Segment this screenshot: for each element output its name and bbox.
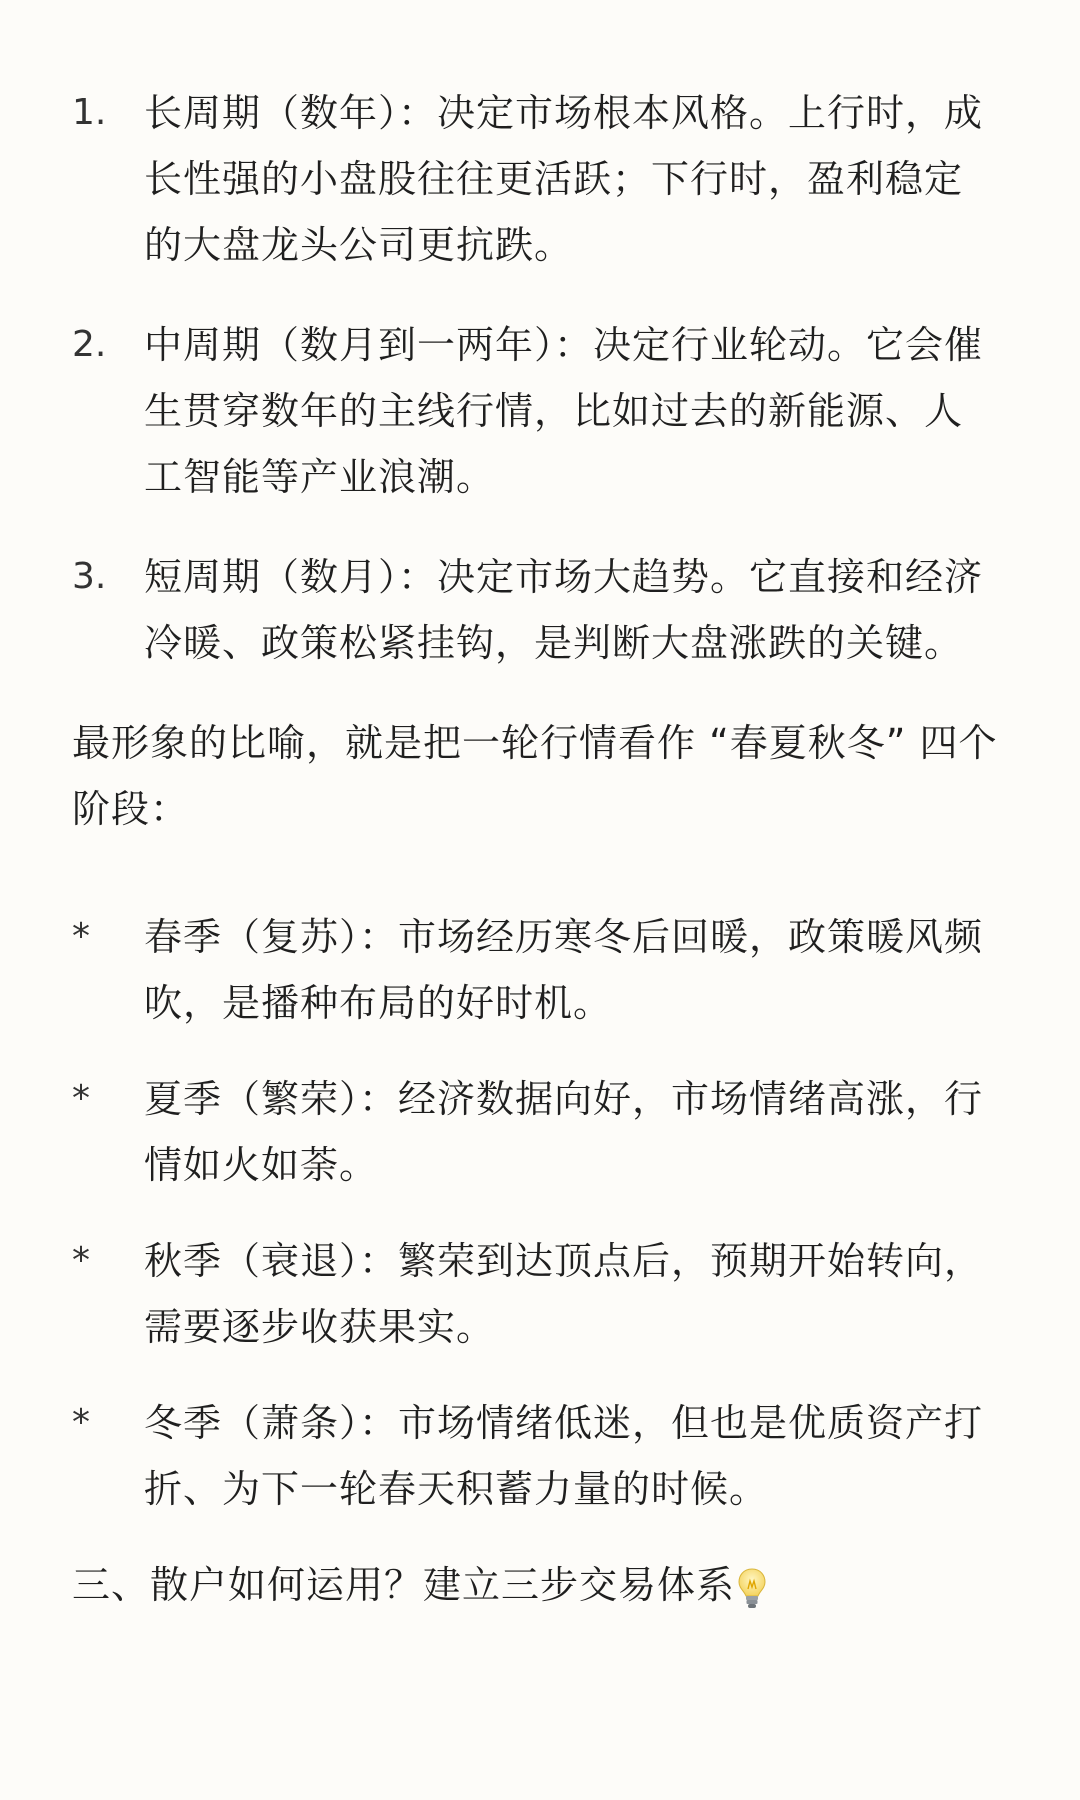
list-item [72,544,1000,676]
list-item-text: 夏季（繁荣）：经济数据向好，市场情绪高涨，行情如火如荼。 [144,1077,984,1187]
list-item [72,904,1000,1036]
section-heading-text: 三、散户如何运用？建立三步交易体系 [72,1563,736,1607]
bullet-marker: * [72,1078,90,1119]
bullet-marker: * [72,916,90,957]
intro-paragraph: 最形象的比喻，就是把一轮行情看作 “春夏秋冬” 四个阶段： [72,721,998,831]
bullet-marker: * [72,1240,90,1281]
section-heading [72,1552,1000,1618]
list-item-text: 中周期（数月到一两年）：决定行业轮动。它会催生贯穿数年的主线行情，比如过去的新能源、人工智能等产业浪潮。 [144,323,984,499]
list-item-text: 春季（复苏）：市场经历寒冬后回暖，政策暖风频吹，是播种布局的好时机。 [144,915,984,1025]
list-item [72,80,1000,278]
list-marker: 1. [72,92,107,133]
list-item [72,1228,1000,1360]
list-item-text: 短周期（数月）：决定市场大趋势。它直接和经济冷暖、政策松紧挂钩，是判断大盘涨跌的关键。 [144,555,984,665]
season-bullet-list [72,904,1000,1522]
lightbulb-icon [737,1567,767,1611]
list-item [72,312,1000,510]
list-item [72,1390,1000,1522]
list-item-text: 长周期（数年）：决定市场根本风格。上行时，成长性强的小盘股往往更活跃；下行时，盈利稳定的大盘龙头公司更抗跌。 [144,91,984,267]
list-marker: 2. [72,324,107,365]
bullet-marker: * [72,1402,90,1443]
list-item [72,1066,1000,1198]
list-marker: 3. [72,556,107,597]
list-item-text: 秋季（衰退）：繁荣到达顶点后，预期开始转向，需要逐步收获果实。 [144,1239,984,1349]
list-item-text: 冬季（萧条）：市场情绪低迷，但也是优质资产打折、为下一轮春天积蓄力量的时候。 [144,1401,984,1511]
cycle-ordered-list [72,80,1000,676]
